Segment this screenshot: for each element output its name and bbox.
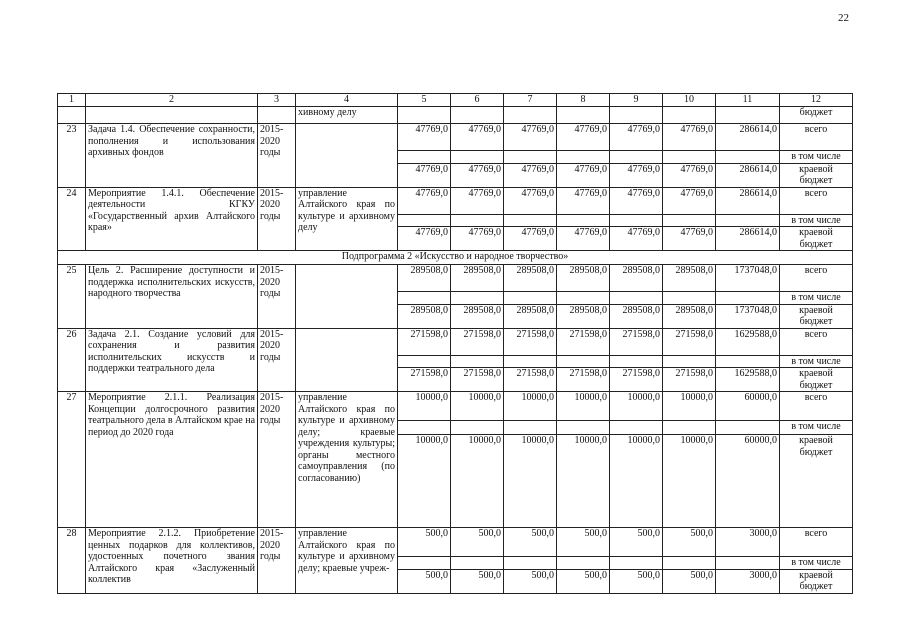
amount-cell: 500,0 — [504, 569, 557, 593]
amount-cell: 500,0 — [451, 569, 504, 593]
amount-cell — [716, 214, 780, 227]
budget-type-cell: краевой бюджет — [780, 569, 853, 593]
budget-type-cell: всего — [780, 528, 853, 557]
amount-cell — [716, 421, 780, 435]
budget-type-cell: всего — [780, 328, 853, 355]
amount-cell: 60000,0 — [716, 392, 780, 421]
amount-cell: 10000,0 — [504, 392, 557, 421]
budget-type-cell: всего — [780, 124, 853, 151]
amount-cell: 10000,0 — [557, 392, 610, 421]
budget-type-cell: краевой бюджет — [780, 435, 853, 528]
amount-cell: 500,0 — [451, 528, 504, 557]
amount-cell: 47769,0 — [610, 227, 663, 251]
empty-cell — [258, 107, 296, 124]
amount-cell: 1737048,0 — [716, 304, 780, 328]
amount-cell: 271598,0 — [610, 368, 663, 392]
row-number-cell: 25 — [58, 265, 86, 329]
budget-type-cell: всего — [780, 392, 853, 421]
amount-cell: 10000,0 — [610, 435, 663, 528]
amount-cell: 47769,0 — [557, 227, 610, 251]
amount-cell: 10000,0 — [398, 392, 451, 421]
amount-cell — [451, 292, 504, 305]
amount-cell: 271598,0 — [663, 328, 716, 355]
header-cell: 6 — [451, 94, 504, 107]
measure-name-cell: Мероприятие 1.4.1. Обеспечение деятельности КГКУ «Государственный архив Алтайского края» — [86, 187, 258, 251]
amount-cell: 500,0 — [557, 569, 610, 593]
amount-cell: 271598,0 — [557, 328, 610, 355]
amount-cell: 289508,0 — [398, 265, 451, 292]
amount-cell: 47769,0 — [663, 227, 716, 251]
amount-cell: 47769,0 — [663, 163, 716, 187]
amount-cell: 47769,0 — [451, 124, 504, 151]
amount-cell: 286614,0 — [716, 187, 780, 214]
header-cell: 9 — [610, 94, 663, 107]
table-row — [58, 392, 853, 421]
executor-cell — [296, 265, 398, 329]
budget-type-cell: в том числе — [780, 292, 853, 305]
amount-cell: 289508,0 — [451, 304, 504, 328]
header-cell: 8 — [557, 94, 610, 107]
amount-cell: 47769,0 — [610, 124, 663, 151]
amount-cell — [610, 557, 663, 570]
empty-cell — [86, 107, 258, 124]
subprogram-row — [58, 251, 853, 265]
amount-cell — [610, 151, 663, 164]
empty-cell — [58, 107, 86, 124]
amount-cell: 271598,0 — [398, 368, 451, 392]
amount-cell: 47769,0 — [398, 187, 451, 214]
table-row — [58, 187, 853, 214]
header-cell: 4 — [296, 94, 398, 107]
amount-cell — [716, 557, 780, 570]
amount-cell: 47769,0 — [398, 163, 451, 187]
amount-cell — [610, 421, 663, 435]
amount-cell: 47769,0 — [557, 124, 610, 151]
amount-cell — [398, 557, 451, 570]
page-number: 22 — [838, 12, 849, 24]
amount-cell: 47769,0 — [557, 163, 610, 187]
amount-cell: 1629588,0 — [716, 328, 780, 355]
row-number-cell: 27 — [58, 392, 86, 528]
executor-cell: управление Алтайского края по культуре и архивному делу; краевые учреждения культуры; органы местного самоуправления (по согласованию) — [296, 392, 398, 528]
row-number-cell: 26 — [58, 328, 86, 392]
amount-cell: 500,0 — [398, 569, 451, 593]
budget-type-cell: в том числе — [780, 355, 853, 368]
budget-type-cell: всего — [780, 187, 853, 214]
amount-cell: 10000,0 — [398, 435, 451, 528]
measure-name-cell: Мероприятие 2.1.2. Приобретение ценных подарков для коллективов, удостоенных почетного звания Алтайского края «Заслуженный коллектив — [86, 528, 258, 594]
amount-cell: 10000,0 — [451, 392, 504, 421]
measure-name-cell: Задача 1.4. Обеспечение сохранности, пополнения и использования архивных фондов — [86, 124, 258, 188]
amount-cell — [557, 421, 610, 435]
amount-cell — [398, 355, 451, 368]
budget-type-cell: краевой бюджет — [780, 227, 853, 251]
header-cell: 5 — [398, 94, 451, 107]
amount-cell: 289508,0 — [504, 304, 557, 328]
amount-cell — [504, 292, 557, 305]
period-cell: 2015-2020 годы — [258, 265, 296, 329]
amount-cell: 500,0 — [398, 528, 451, 557]
amount-cell — [398, 421, 451, 435]
continuation-row — [58, 107, 853, 124]
period-cell: 2015-2020 годы — [258, 392, 296, 528]
amount-cell: 47769,0 — [451, 227, 504, 251]
executor-cell — [296, 328, 398, 392]
executor-cell: управление Алтайского края по культуре и архивному делу; краевые учреж- — [296, 528, 398, 594]
table-row — [58, 265, 853, 292]
amount-cell: 271598,0 — [398, 328, 451, 355]
empty-cell — [663, 107, 716, 124]
amount-cell: 10000,0 — [451, 435, 504, 528]
empty-cell — [504, 107, 557, 124]
amount-cell — [663, 214, 716, 227]
amount-cell: 289508,0 — [663, 265, 716, 292]
amount-cell: 500,0 — [504, 528, 557, 557]
empty-cell — [451, 107, 504, 124]
period-cell: 2015-2020 годы — [258, 528, 296, 594]
amount-cell: 286614,0 — [716, 124, 780, 151]
budget-type-cell: всего — [780, 265, 853, 292]
amount-cell: 289508,0 — [557, 265, 610, 292]
amount-cell: 500,0 — [663, 528, 716, 557]
amount-cell — [504, 557, 557, 570]
row-number-cell: 23 — [58, 124, 86, 188]
header-row — [58, 94, 853, 107]
amount-cell — [451, 214, 504, 227]
amount-cell: 289508,0 — [504, 265, 557, 292]
period-cell: 2015-2020 годы — [258, 187, 296, 251]
amount-cell: 47769,0 — [451, 187, 504, 214]
amount-cell: 47769,0 — [504, 227, 557, 251]
amount-cell: 289508,0 — [610, 265, 663, 292]
empty-cell — [557, 107, 610, 124]
amount-cell — [610, 355, 663, 368]
header-cell: 2 — [86, 94, 258, 107]
amount-cell — [663, 151, 716, 164]
row-number-cell: 28 — [58, 528, 86, 594]
amount-cell: 47769,0 — [398, 227, 451, 251]
budget-type-cell: в том числе — [780, 421, 853, 435]
amount-cell: 47769,0 — [504, 187, 557, 214]
amount-cell — [610, 214, 663, 227]
executor-cell: управление Алтайского края по культуре и архивному делу — [296, 187, 398, 251]
amount-cell: 10000,0 — [610, 392, 663, 421]
amount-cell: 271598,0 — [557, 368, 610, 392]
table-row — [58, 124, 853, 151]
amount-cell — [451, 151, 504, 164]
amount-cell: 60000,0 — [716, 435, 780, 528]
amount-cell — [663, 421, 716, 435]
amount-cell: 10000,0 — [663, 435, 716, 528]
amount-cell: 10000,0 — [504, 435, 557, 528]
amount-cell: 289508,0 — [557, 304, 610, 328]
budget-type-cell: в том числе — [780, 151, 853, 164]
header-cell: 1 — [58, 94, 86, 107]
amount-cell: 271598,0 — [504, 328, 557, 355]
amount-cell: 286614,0 — [716, 163, 780, 187]
amount-cell — [504, 214, 557, 227]
amount-cell — [557, 214, 610, 227]
header-cell: 12 — [780, 94, 853, 107]
amount-cell: 1629588,0 — [716, 368, 780, 392]
amount-cell — [663, 557, 716, 570]
amount-cell: 3000,0 — [716, 569, 780, 593]
amount-cell — [398, 151, 451, 164]
amount-cell: 10000,0 — [557, 435, 610, 528]
amount-cell — [451, 355, 504, 368]
amount-cell: 47769,0 — [504, 124, 557, 151]
amount-cell — [716, 355, 780, 368]
amount-cell — [504, 421, 557, 435]
amount-cell: 500,0 — [610, 528, 663, 557]
measure-name-cell: Мероприятие 2.1.1. Реализация Концепции долгосрочного развития театрального дела в Алтайском крае на период до 2020 года — [86, 392, 258, 528]
table-row — [58, 528, 853, 557]
amount-cell: 289508,0 — [398, 304, 451, 328]
amount-cell — [451, 557, 504, 570]
period-cell: 2015-2020 годы — [258, 328, 296, 392]
executor-cell — [296, 124, 398, 188]
header-cell: 7 — [504, 94, 557, 107]
amount-cell: 47769,0 — [504, 163, 557, 187]
budget-type-cell: в том числе — [780, 557, 853, 570]
amount-cell: 271598,0 — [610, 328, 663, 355]
amount-cell: 500,0 — [610, 569, 663, 593]
amount-cell: 47769,0 — [557, 187, 610, 214]
amount-cell: 271598,0 — [504, 368, 557, 392]
amount-cell — [716, 151, 780, 164]
amount-cell: 47769,0 — [610, 187, 663, 214]
amount-cell — [504, 355, 557, 368]
amount-cell: 1737048,0 — [716, 265, 780, 292]
amount-cell — [504, 151, 557, 164]
empty-cell — [610, 107, 663, 124]
header-cell: 3 — [258, 94, 296, 107]
program-table — [57, 93, 853, 594]
budget-type-cell: бюджет — [780, 107, 853, 124]
amount-cell: 271598,0 — [451, 328, 504, 355]
amount-cell: 500,0 — [663, 569, 716, 593]
amount-cell — [716, 292, 780, 305]
measure-name-cell: Задача 2.1. Создание условий для сохранения и развития исполнительских искусств и поддержки театрального дела — [86, 328, 258, 392]
amount-cell: 10000,0 — [663, 392, 716, 421]
header-cell: 10 — [663, 94, 716, 107]
period-cell: 2015-2020 годы — [258, 124, 296, 188]
amount-cell: 289508,0 — [451, 265, 504, 292]
amount-cell: 289508,0 — [610, 304, 663, 328]
amount-cell — [557, 292, 610, 305]
amount-cell — [557, 557, 610, 570]
empty-cell — [716, 107, 780, 124]
subprogram-title: Подпрограмма 2 «Искусство и народное творчество» — [58, 251, 853, 265]
amount-cell — [557, 355, 610, 368]
amount-cell — [398, 292, 451, 305]
executor-cell: хивному делу — [296, 107, 398, 124]
amount-cell: 47769,0 — [663, 187, 716, 214]
amount-cell: 47769,0 — [451, 163, 504, 187]
amount-cell: 500,0 — [557, 528, 610, 557]
budget-type-cell: краевой бюджет — [780, 163, 853, 187]
amount-cell — [451, 421, 504, 435]
amount-cell: 47769,0 — [398, 124, 451, 151]
amount-cell — [663, 355, 716, 368]
budget-type-cell: краевой бюджет — [780, 368, 853, 392]
amount-cell: 271598,0 — [451, 368, 504, 392]
row-number-cell: 24 — [58, 187, 86, 251]
amount-cell: 47769,0 — [610, 163, 663, 187]
amount-cell: 47769,0 — [663, 124, 716, 151]
amount-cell — [398, 214, 451, 227]
amount-cell — [557, 151, 610, 164]
budget-type-cell: в том числе — [780, 214, 853, 227]
header-cell: 11 — [716, 94, 780, 107]
amount-cell: 286614,0 — [716, 227, 780, 251]
budget-type-cell: краевой бюджет — [780, 304, 853, 328]
amount-cell: 271598,0 — [663, 368, 716, 392]
table-row — [58, 328, 853, 355]
measure-name-cell: Цель 2. Расширение доступности и поддержка исполнительских искусств, народного творчества — [86, 265, 258, 329]
amount-cell: 289508,0 — [663, 304, 716, 328]
empty-cell — [398, 107, 451, 124]
amount-cell — [663, 292, 716, 305]
amount-cell — [610, 292, 663, 305]
amount-cell: 3000,0 — [716, 528, 780, 557]
